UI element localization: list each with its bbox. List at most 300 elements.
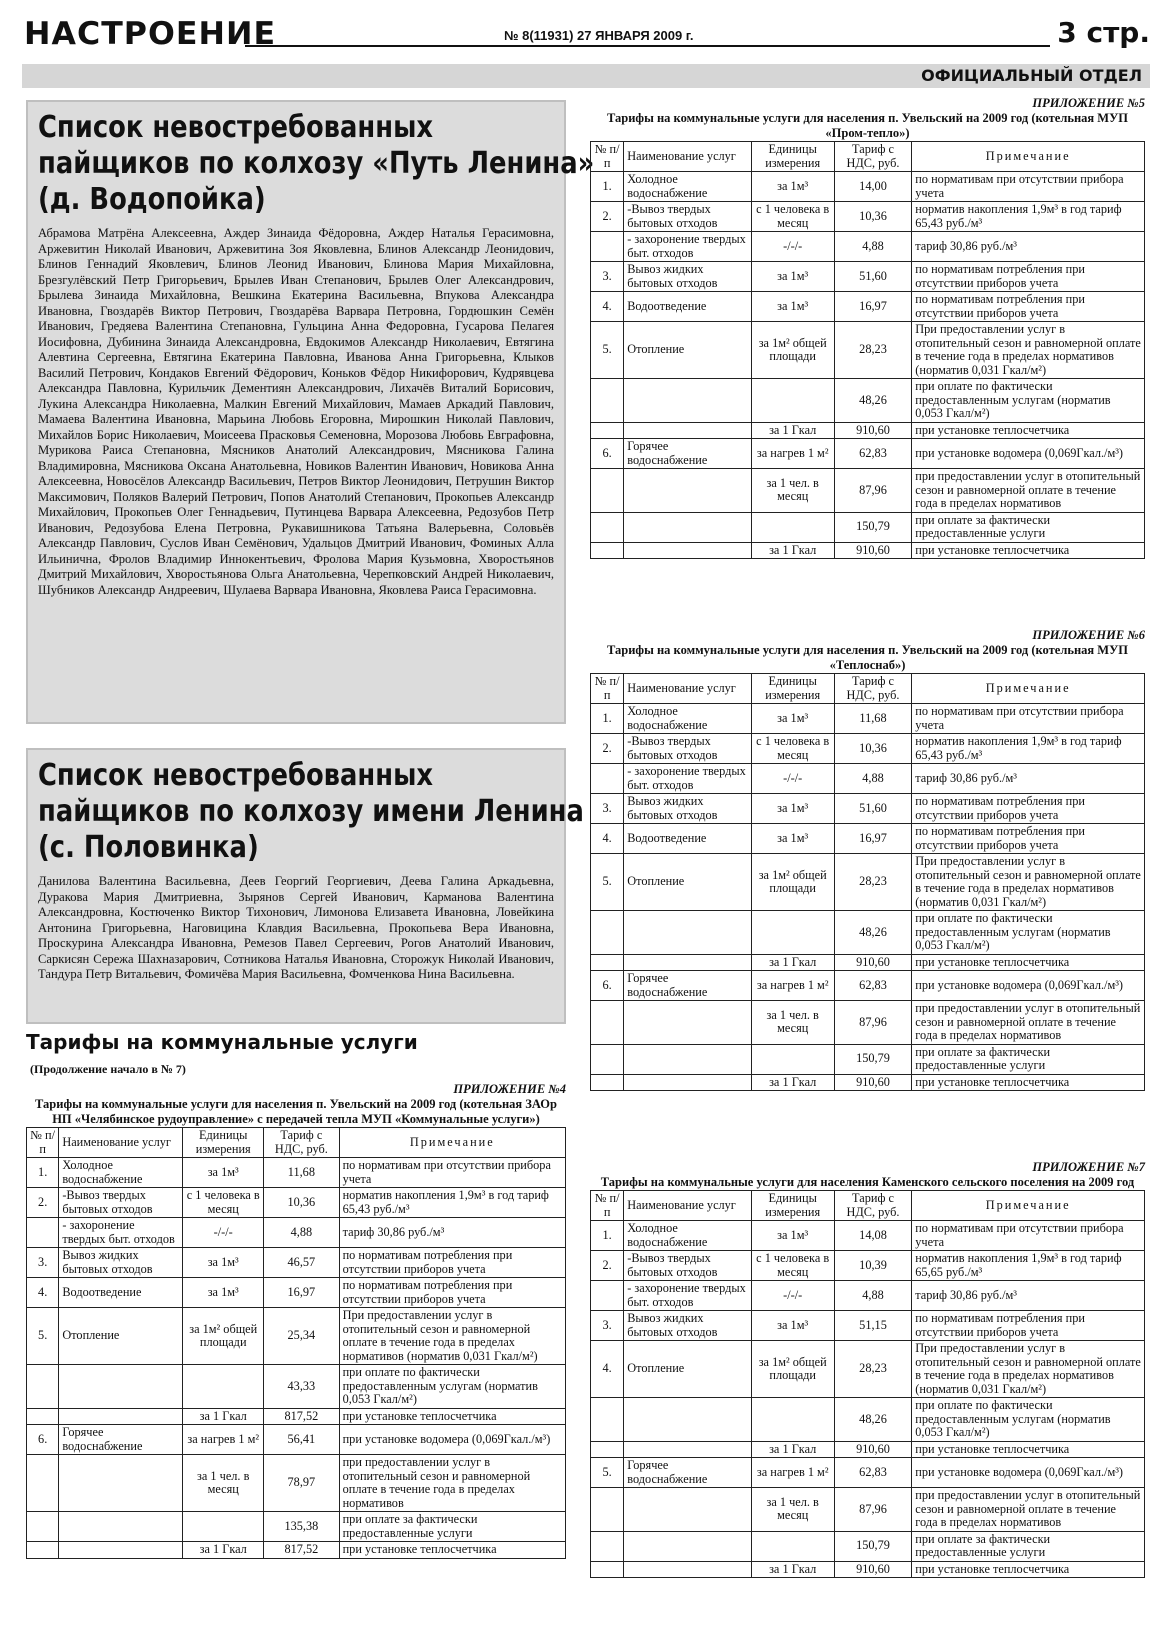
- row-number: 6.: [27, 1425, 59, 1455]
- unit: за 1 чел. в месяц: [751, 469, 834, 513]
- note: норматив накопления 1,9м³ в год тариф 65,43 руб./м³: [912, 202, 1145, 232]
- newspaper-title: НАСТРОЕНИЕ: [24, 16, 277, 52]
- unit: с 1 человека в месяц: [751, 202, 834, 232]
- service-name: Холодное водоснабжение: [59, 1158, 183, 1188]
- row-number: [591, 1281, 624, 1311]
- app5-table: [590, 141, 1145, 559]
- note: при установке водомера (0,069Гкал./м³): [912, 971, 1145, 1001]
- unit: за 1м² общей площади: [751, 322, 834, 379]
- unit: за 1м³: [183, 1278, 264, 1308]
- tariff-value: 4,88: [834, 1281, 912, 1311]
- service-name: [59, 1365, 183, 1409]
- table-row: [591, 422, 1145, 439]
- service-name: [624, 1441, 751, 1458]
- table-row: [591, 704, 1145, 734]
- tariff-value: 48,26: [834, 1398, 912, 1442]
- service-name: Водоотведение: [624, 292, 751, 322]
- column-header-unit: Единицы измерения: [751, 142, 834, 172]
- service-name: [624, 954, 751, 971]
- table-row: [591, 439, 1145, 469]
- tariff-value: 62,83: [834, 1458, 912, 1488]
- note: норматив накопления 1,9м³ в год тариф 65,43 руб./м³: [339, 1188, 565, 1218]
- table-row: [591, 764, 1145, 794]
- note: тариф 30,86 руб./м³: [339, 1218, 565, 1248]
- table-header-row: [591, 1191, 1145, 1221]
- row-number: [591, 1531, 624, 1561]
- list1-heading-3: (д. Водопойка): [38, 182, 266, 217]
- row-number: [591, 512, 624, 542]
- app7-label: ПРИЛОЖЕНИЕ №7: [1032, 1160, 1145, 1174]
- note: по нормативам потребления при отсутствии приборов учета: [912, 794, 1145, 824]
- column-header-tariff: Тариф с НДС, руб.: [834, 142, 912, 172]
- tariff-value: 150,79: [834, 512, 912, 542]
- note: при предоставлении услуг в отопительный сезон и равномерной оплате в течение года в пределах нормативов: [912, 1488, 1145, 1532]
- row-number: [591, 542, 624, 559]
- note: по нормативам при отсутствии прибора учета: [912, 1221, 1145, 1251]
- unit: [751, 512, 834, 542]
- tariffs-heading: Тарифы на коммунальные услуги: [26, 1030, 418, 1054]
- note: При предоставлении услуг в отопительный сезон и равномерной оплате в течение года в пределах нормативов (норматив 0,031 Гкал/м²): [912, 854, 1145, 911]
- tariff-value: 150,79: [834, 1044, 912, 1074]
- app7-block: [590, 1160, 1145, 1578]
- tariff-value: 4,88: [264, 1218, 339, 1248]
- tariff-value: 48,26: [834, 911, 912, 955]
- table-row: [27, 1248, 566, 1278]
- note: при установке водомера (0,069Гкал./м³): [912, 439, 1145, 469]
- row-number: 5.: [27, 1308, 59, 1365]
- service-name: - захоронение твердых быт. отходов: [624, 764, 751, 794]
- column-header-num: № п/п: [591, 142, 624, 172]
- service-name: -Вывоз твердых бытовых отходов: [624, 1251, 751, 1281]
- unit: за 1 Гкал: [751, 542, 834, 559]
- list2-heading-1: Список невостребованных: [38, 758, 434, 793]
- note: при оплате по фактически предоставленным услугам (норматив 0,053 Гкал/м²): [912, 911, 1145, 955]
- row-number: 4.: [591, 824, 624, 854]
- tariff-value: 43,33: [264, 1365, 339, 1409]
- tariff-value: 4,88: [834, 764, 912, 794]
- column-header-num: № п/п: [591, 1191, 624, 1221]
- table-row: [591, 794, 1145, 824]
- unit: за 1 чел. в месяц: [183, 1455, 264, 1512]
- row-number: 3.: [27, 1248, 59, 1278]
- table-row: [591, 911, 1145, 955]
- table-row: [591, 1221, 1145, 1251]
- row-number: [591, 1398, 624, 1442]
- note: при оплате за фактически предоставленные услуги: [912, 512, 1145, 542]
- table-row: [591, 1281, 1145, 1311]
- note: норматив накопления 1,9м³ в год тариф 65,43 руб./м³: [912, 734, 1145, 764]
- note: по нормативам потребления при отсутствии приборов учета: [339, 1278, 565, 1308]
- table-row: [27, 1188, 566, 1218]
- row-number: [591, 379, 624, 423]
- app4-block: [26, 1082, 566, 1559]
- table-row: [591, 542, 1145, 559]
- service-name: Отопление: [59, 1308, 183, 1365]
- unit: за нагрев 1 м²: [183, 1425, 264, 1455]
- service-name: [624, 512, 751, 542]
- table-row: [27, 1308, 566, 1365]
- row-number: 1.: [591, 1221, 624, 1251]
- service-name: -Вывоз твердых бытовых отходов: [624, 202, 751, 232]
- table-row: [591, 322, 1145, 379]
- note: тариф 30,86 руб./м³: [912, 764, 1145, 794]
- table-row: [591, 292, 1145, 322]
- service-name: [624, 542, 751, 559]
- row-number: [27, 1512, 59, 1542]
- tariff-value: 87,96: [834, 1488, 912, 1532]
- row-number: [27, 1365, 59, 1409]
- unit: за 1м² общей площади: [183, 1308, 264, 1365]
- table-row: [591, 1398, 1145, 1442]
- tariff-value: 56,41: [264, 1425, 339, 1455]
- unit: за 1м³: [183, 1248, 264, 1278]
- app4-label: ПРИЛОЖЕНИЕ №4: [453, 1082, 566, 1096]
- table-row: [27, 1542, 566, 1559]
- column-header-note: Примечание: [912, 1191, 1145, 1221]
- row-number: [591, 1488, 624, 1532]
- unit: -/-/-: [751, 232, 834, 262]
- note: при предоставлении услуг в отопительный сезон и равномерной оплате в течение года в пределах нормативов: [912, 469, 1145, 513]
- list1-box: [26, 100, 595, 724]
- tariff-value: 817,52: [264, 1542, 339, 1559]
- note: при установке теплосчетчика: [912, 1561, 1145, 1578]
- service-name: Отопление: [624, 322, 751, 379]
- list1-heading-1: Список невостребованных: [38, 110, 434, 145]
- table-row: [591, 1561, 1145, 1578]
- tariff-value: 46,57: [264, 1248, 339, 1278]
- note: при установке теплосчетчика: [339, 1408, 565, 1425]
- note: при установке водомера (0,069Гкал./м³): [912, 1458, 1145, 1488]
- service-name: [624, 422, 751, 439]
- note: при оплате за фактически предоставленные услуги: [339, 1512, 565, 1542]
- unit: за 1 Гкал: [751, 1074, 834, 1091]
- row-number: 4.: [27, 1278, 59, 1308]
- note: при оплате за фактически предоставленные услуги: [912, 1531, 1145, 1561]
- table-row: [591, 172, 1145, 202]
- tariff-value: 910,60: [834, 1074, 912, 1091]
- tariff-value: 62,83: [834, 439, 912, 469]
- tariff-value: 87,96: [834, 1001, 912, 1045]
- tariff-value: 150,79: [834, 1531, 912, 1561]
- service-name: [624, 1531, 751, 1561]
- table-row: [591, 469, 1145, 513]
- unit: [183, 1365, 264, 1409]
- unit: за 1м³: [751, 794, 834, 824]
- app7-table: [590, 1190, 1145, 1578]
- service-name: - захоронение твердых быт. отходов: [59, 1218, 183, 1248]
- unit: -/-/-: [751, 764, 834, 794]
- tariff-value: 25,34: [264, 1308, 339, 1365]
- note: при предоставлении услуг в отопительный сезон и равномерной оплате в течение года в пределах нормативов: [339, 1455, 565, 1512]
- issue-info: № 8(11931) 27 ЯНВАРЯ 2009 г.: [498, 28, 700, 43]
- unit: за 1м³: [751, 824, 834, 854]
- page-number: 3 стр.: [1057, 16, 1150, 49]
- unit: за 1 Гкал: [751, 422, 834, 439]
- list1-heading-2: пайщиков по колхозу «Путь Ленина»: [38, 146, 595, 181]
- app4-table: [26, 1127, 566, 1559]
- unit: за 1 Гкал: [183, 1408, 264, 1425]
- table-row: [591, 1001, 1145, 1045]
- row-number: [27, 1455, 59, 1512]
- note: по нормативам при отсутствии прибора учета: [912, 704, 1145, 734]
- service-name: Вывоз жидких бытовых отходов: [624, 1311, 751, 1341]
- row-number: 1.: [591, 172, 624, 202]
- unit: за 1м³: [751, 172, 834, 202]
- tariff-value: 10,36: [264, 1188, 339, 1218]
- tariff-value: 62,83: [834, 971, 912, 1001]
- note: при установке теплосчетчика: [912, 1441, 1145, 1458]
- row-number: [27, 1218, 59, 1248]
- row-number: [27, 1542, 59, 1559]
- tariff-value: 135,38: [264, 1512, 339, 1542]
- column-header-note: Примечание: [912, 674, 1145, 704]
- app7-caption: Тарифы на коммунальные услуги для населения Каменского сельского поселения на 2009 год: [600, 1175, 1135, 1189]
- note: норматив накопления 1,9м³ в год тариф 65,65 руб./м³: [912, 1251, 1145, 1281]
- tariff-value: 51,15: [834, 1311, 912, 1341]
- column-header-unit: Единицы измерения: [751, 1191, 834, 1221]
- column-header-num: № п/п: [27, 1128, 59, 1158]
- tariff-value: 16,97: [834, 292, 912, 322]
- unit: [751, 1531, 834, 1561]
- tariff-value: 16,97: [264, 1278, 339, 1308]
- row-number: 5.: [591, 1458, 624, 1488]
- row-number: 2.: [27, 1188, 59, 1218]
- unit: -/-/-: [751, 1281, 834, 1311]
- service-name: [624, 1001, 751, 1045]
- row-number: 4.: [591, 292, 624, 322]
- unit: за 1 Гкал: [751, 1561, 834, 1578]
- service-name: [59, 1408, 183, 1425]
- column-header-unit: Единицы измерения: [183, 1128, 264, 1158]
- table-row: [591, 262, 1145, 292]
- service-name: Холодное водоснабжение: [624, 704, 751, 734]
- row-number: 5.: [591, 854, 624, 911]
- app4-caption: Тарифы на коммунальные услуги для населения п. Увельский на 2009 год (котельная ЗАОр НП «Челябинское рудоуправление» с передачей тепла МУП «Коммунальные услуги»): [35, 1097, 557, 1126]
- service-name: [624, 1074, 751, 1091]
- section-bar: [22, 64, 1150, 88]
- table-header-row: [591, 142, 1145, 172]
- row-number: 3.: [591, 262, 624, 292]
- row-number: [591, 1044, 624, 1074]
- service-name: Холодное водоснабжение: [624, 172, 751, 202]
- note: при установке теплосчетчика: [912, 422, 1145, 439]
- column-header-unit: Единицы измерения: [751, 674, 834, 704]
- unit: за 1 чел. в месяц: [751, 1488, 834, 1532]
- tariff-value: 48,26: [834, 379, 912, 423]
- service-name: [59, 1512, 183, 1542]
- service-name: Водоотведение: [624, 824, 751, 854]
- column-header-name: Наименование услуг: [624, 142, 751, 172]
- table-row: [591, 1251, 1145, 1281]
- table-row: [591, 232, 1145, 262]
- table-row: [591, 202, 1145, 232]
- row-number: [591, 954, 624, 971]
- tariff-value: 4,88: [834, 232, 912, 262]
- service-name: [59, 1455, 183, 1512]
- row-number: 3.: [591, 794, 624, 824]
- table-header-row: [591, 674, 1145, 704]
- service-name: Горячее водоснабжение: [624, 971, 751, 1001]
- tariff-value: 51,60: [834, 262, 912, 292]
- column-header-note: Примечание: [912, 142, 1145, 172]
- unit: -/-/-: [183, 1218, 264, 1248]
- app6-caption: Тарифы на коммунальные услуги для населения п. Увельский на 2009 год (котельная МУП «Теплоснаб»): [607, 643, 1128, 672]
- tariff-value: 28,23: [834, 1341, 912, 1398]
- row-number: [591, 469, 624, 513]
- list2-names: Данилова Валентина Васильевна, Деев Георгий Георгиевич, Деева Галина Аркадьевна, Дуракова Мария Дмитриевна, Зырянов Сергей Иванович, Карманова Валентина Александровна, Костюченко Виктор Тихонович, Лимонова Елизавета Ивановна, Ловейкина Антонина Григорьевна, Наговицина Клавдия Васильевна, Прокопьева Вера Ивановна, Проскурина Александра Ивановна, Ремезов Павел Сергеевич, Рогов Анатолий Иванович, Саркисян Сережа Шахназарович, Сотникова Наталья Ивановна, Сторожук Николай Иванович, Тандура Петр Витальевич, Фомичёва Мария Васильевна, Фомченкова Нина Васильевна.: [38, 874, 554, 981]
- service-name: [624, 1398, 751, 1442]
- tariff-value: 10,39: [834, 1251, 912, 1281]
- service-name: [624, 1561, 751, 1578]
- unit: за нагрев 1 м²: [751, 1458, 834, 1488]
- row-number: 5.: [591, 322, 624, 379]
- note: тариф 30,86 руб./м³: [912, 1281, 1145, 1311]
- column-header-note: Примечание: [339, 1128, 565, 1158]
- tariff-value: 11,68: [264, 1158, 339, 1188]
- table-row: [591, 1044, 1145, 1074]
- service-name: [624, 1044, 751, 1074]
- service-name: Отопление: [624, 854, 751, 911]
- unit: за 1 Гкал: [751, 954, 834, 971]
- service-name: Горячее водоснабжение: [624, 439, 751, 469]
- service-name: Вывоз жидких бытовых отходов: [59, 1248, 183, 1278]
- unit: [751, 379, 834, 423]
- service-name: Холодное водоснабжение: [624, 1221, 751, 1251]
- note: При предоставлении услуг в отопительный сезон и равномерной оплате в течение года в пределах нормативов (норматив 0,031 Гкал/м²): [339, 1308, 565, 1365]
- table-row: [591, 971, 1145, 1001]
- app6-block: [590, 628, 1145, 1091]
- app5-label: ПРИЛОЖЕНИЕ №5: [1032, 96, 1145, 110]
- unit: за 1м³: [751, 1221, 834, 1251]
- row-number: 6.: [591, 439, 624, 469]
- unit: с 1 человека в месяц: [751, 734, 834, 764]
- service-name: - захоронение твердых быт. отходов: [624, 232, 751, 262]
- row-number: 2.: [591, 1251, 624, 1281]
- unit: за нагрев 1 м²: [751, 439, 834, 469]
- list1-names: Абрамова Матрёна Алексеевна, Аждер Зинаида Фёдоровна, Аждер Наталья Герасимовна, Аржевитин Николай Иванович, Аржевитина Зоя Яковлевна, Блинов Александр Леонидович, Блинов Геннадий Яковлевич, Блинов Леонид Иванович, Блинова Мария Михайловна, Брезгулёвский Петр Григорьевич, Брылев Иван Степанович, Брылев Олег Александрович, Брылева Зинаида Михайловна, Вешкина Екатерина Васильевна, Впукова Александра Ивановна, Гвоздарёв Виктор Петрович, Гвоздарёва Варвара Петровна, Гордюшкин Семён Иванович, Гредяева Валентина Степановна, Гульцина Анна Федоровна, Гусарова Пелагея Иосифовна, Дубинина Зинаида Александровна, Евдокимов Александр Николаевич, Евтягина Алевтина Сергеевна, Евтягина Екатерина Павловна, Иванова Анна Григорьевна, Клыков Василий Петрович, Кондаков Евгений Фёдорович, Коньков Фёдор Никифорович, Кудрявцева Александра Павловна, Курильчик Дементиян Александрович, Лихачёв Виталий Борисович, Лукина Александра Николаевна, Малкин Евгений Михайлович, Мамаев Аркадий Павлович, Мамаева Валентина Ивановна, Марьина Любовь Егоровна, Мирошкин Николай Павлович, Михайлов Борис Николаевич, Моисеева Прасковья Семеновна, Морозова Любовь Евграфовна, Мурикова Раиса Степановна, Мясников Анатолий Александрович, Мясникова Галина Владимировна, Мясникова Оксана Анатольевна, Новиков Валентин Иванович, Новикова Анна Алексеевна, Новосёлов Александр Васильевич, Петров Виктор Леонидович, Петрушин Виктор Максимович, Поляков Валерий Петрович, Попов Анатолий Степанович, Прокопьев Александр Михайлович, Прокопьев Олег Геннадьевич, Путинцева Варвара Алексеевна, Редозубов Петр Иванович, Редозубова Елена Петровна, Рукавишникова Татьяна Валерьевна, Соловьёв Александр Павлович, Суслов Иван Семёнович, Удальцов Дмитрий Иванович, Фоминых Алла Ильинична, Фролов Владимир Иннокентьевич, Фролова Мария Кузьмовна, Хворостьянов Дмитрий Михайлович, Хворостьянова Ольга Анатольевна, Черепковский Андрей Николаевич, Шубников Александр Андреевич, Шулаева Варвара Ивановна, Яковлева Раиса Герасимовна.: [38, 226, 554, 597]
- row-number: 4.: [591, 1341, 624, 1398]
- table-row: [591, 1341, 1145, 1398]
- tariffs-continued: (Продолжение начало в № 7): [30, 1062, 186, 1076]
- row-number: [591, 422, 624, 439]
- masthead-rule: [245, 45, 1050, 47]
- table-row: [27, 1278, 566, 1308]
- table-row: [591, 954, 1145, 971]
- column-header-num: № п/п: [591, 674, 624, 704]
- service-name: [624, 379, 751, 423]
- note: при оплате по фактически предоставленным услугам (норматив 0,053 Гкал/м²): [339, 1365, 565, 1409]
- tariff-value: 51,60: [834, 794, 912, 824]
- note: при оплате по фактически предоставленным услугам (норматив 0,053 Гкал/м²): [912, 379, 1145, 423]
- table-row: [591, 512, 1145, 542]
- service-name: [624, 911, 751, 955]
- service-name: [624, 1488, 751, 1532]
- unit: за 1м³: [183, 1158, 264, 1188]
- table-row: [27, 1425, 566, 1455]
- tariff-value: 28,23: [834, 322, 912, 379]
- section-label: ОФИЦИАЛЬНЫЙ ОТДЕЛ: [921, 66, 1142, 85]
- service-name: -Вывоз твердых бытовых отходов: [624, 734, 751, 764]
- service-name: [59, 1542, 183, 1559]
- unit: за 1 Гкал: [183, 1542, 264, 1559]
- row-number: [591, 1074, 624, 1091]
- note: при установке теплосчетчика: [912, 1074, 1145, 1091]
- row-number: [591, 764, 624, 794]
- row-number: [27, 1408, 59, 1425]
- row-number: 2.: [591, 202, 624, 232]
- row-number: [591, 1001, 624, 1045]
- row-number: 2.: [591, 734, 624, 764]
- table-header-row: [27, 1128, 566, 1158]
- table-row: [591, 379, 1145, 423]
- unit: за 1м² общей площади: [751, 854, 834, 911]
- row-number: 6.: [591, 971, 624, 1001]
- unit: за 1м³: [751, 704, 834, 734]
- unit: за 1м³: [751, 292, 834, 322]
- row-number: 3.: [591, 1311, 624, 1341]
- note: При предоставлении услуг в отопительный сезон и равномерной оплате в течение года в пределах нормативов (норматив 0,031 Гкал/м²): [912, 322, 1145, 379]
- unit: за 1 чел. в месяц: [751, 1001, 834, 1045]
- unit: за 1 Гкал: [751, 1441, 834, 1458]
- table-row: [591, 1531, 1145, 1561]
- row-number: [591, 1441, 624, 1458]
- table-row: [27, 1408, 566, 1425]
- unit: [751, 911, 834, 955]
- note: при установке теплосчетчика: [339, 1542, 565, 1559]
- tariff-value: 28,23: [834, 854, 912, 911]
- unit: за 1м² общей площади: [751, 1341, 834, 1398]
- note: при предоставлении услуг в отопительный сезон и равномерной оплате в течение года в пределах нормативов: [912, 1001, 1145, 1045]
- column-header-tariff: Тариф с НДС, руб.: [834, 674, 912, 704]
- note: при установке теплосчетчика: [912, 542, 1145, 559]
- note: при установке теплосчетчика: [912, 954, 1145, 971]
- tariff-value: 910,60: [834, 542, 912, 559]
- app6-table: [590, 673, 1145, 1091]
- masthead: [20, 14, 1150, 54]
- table-row: [591, 1488, 1145, 1532]
- service-name: - захоронение твердых быт. отходов: [624, 1281, 751, 1311]
- table-row: [591, 824, 1145, 854]
- note: при оплате за фактически предоставленные услуги: [912, 1044, 1145, 1074]
- row-number: [591, 1561, 624, 1578]
- service-name: Водоотведение: [59, 1278, 183, 1308]
- list2-box: [26, 748, 584, 1024]
- row-number: 1.: [27, 1158, 59, 1188]
- note: по нормативам потребления при отсутствии приборов учета: [912, 262, 1145, 292]
- app6-label: ПРИЛОЖЕНИЕ №6: [1032, 628, 1145, 642]
- table-row: [591, 1311, 1145, 1341]
- app5-block: [590, 96, 1145, 559]
- note: по нормативам при отсутствии прибора учета: [912, 172, 1145, 202]
- tariff-value: 10,36: [834, 734, 912, 764]
- unit: за нагрев 1 м²: [751, 971, 834, 1001]
- service-name: -Вывоз твердых бытовых отходов: [59, 1188, 183, 1218]
- note: по нормативам при отсутствии прибора учета: [339, 1158, 565, 1188]
- service-name: [624, 469, 751, 513]
- service-name: Вывоз жидких бытовых отходов: [624, 262, 751, 292]
- table-row: [27, 1218, 566, 1248]
- tariff-value: 14,08: [834, 1221, 912, 1251]
- table-row: [591, 1441, 1145, 1458]
- column-header-name: Наименование услуг: [624, 674, 751, 704]
- table-row: [591, 1074, 1145, 1091]
- unit: с 1 человека в месяц: [183, 1188, 264, 1218]
- tariff-value: 910,60: [834, 954, 912, 971]
- unit: [751, 1044, 834, 1074]
- note: при установке водомера (0,069Гкал./м³): [339, 1425, 565, 1455]
- tariff-value: 817,52: [264, 1408, 339, 1425]
- table-row: [27, 1512, 566, 1542]
